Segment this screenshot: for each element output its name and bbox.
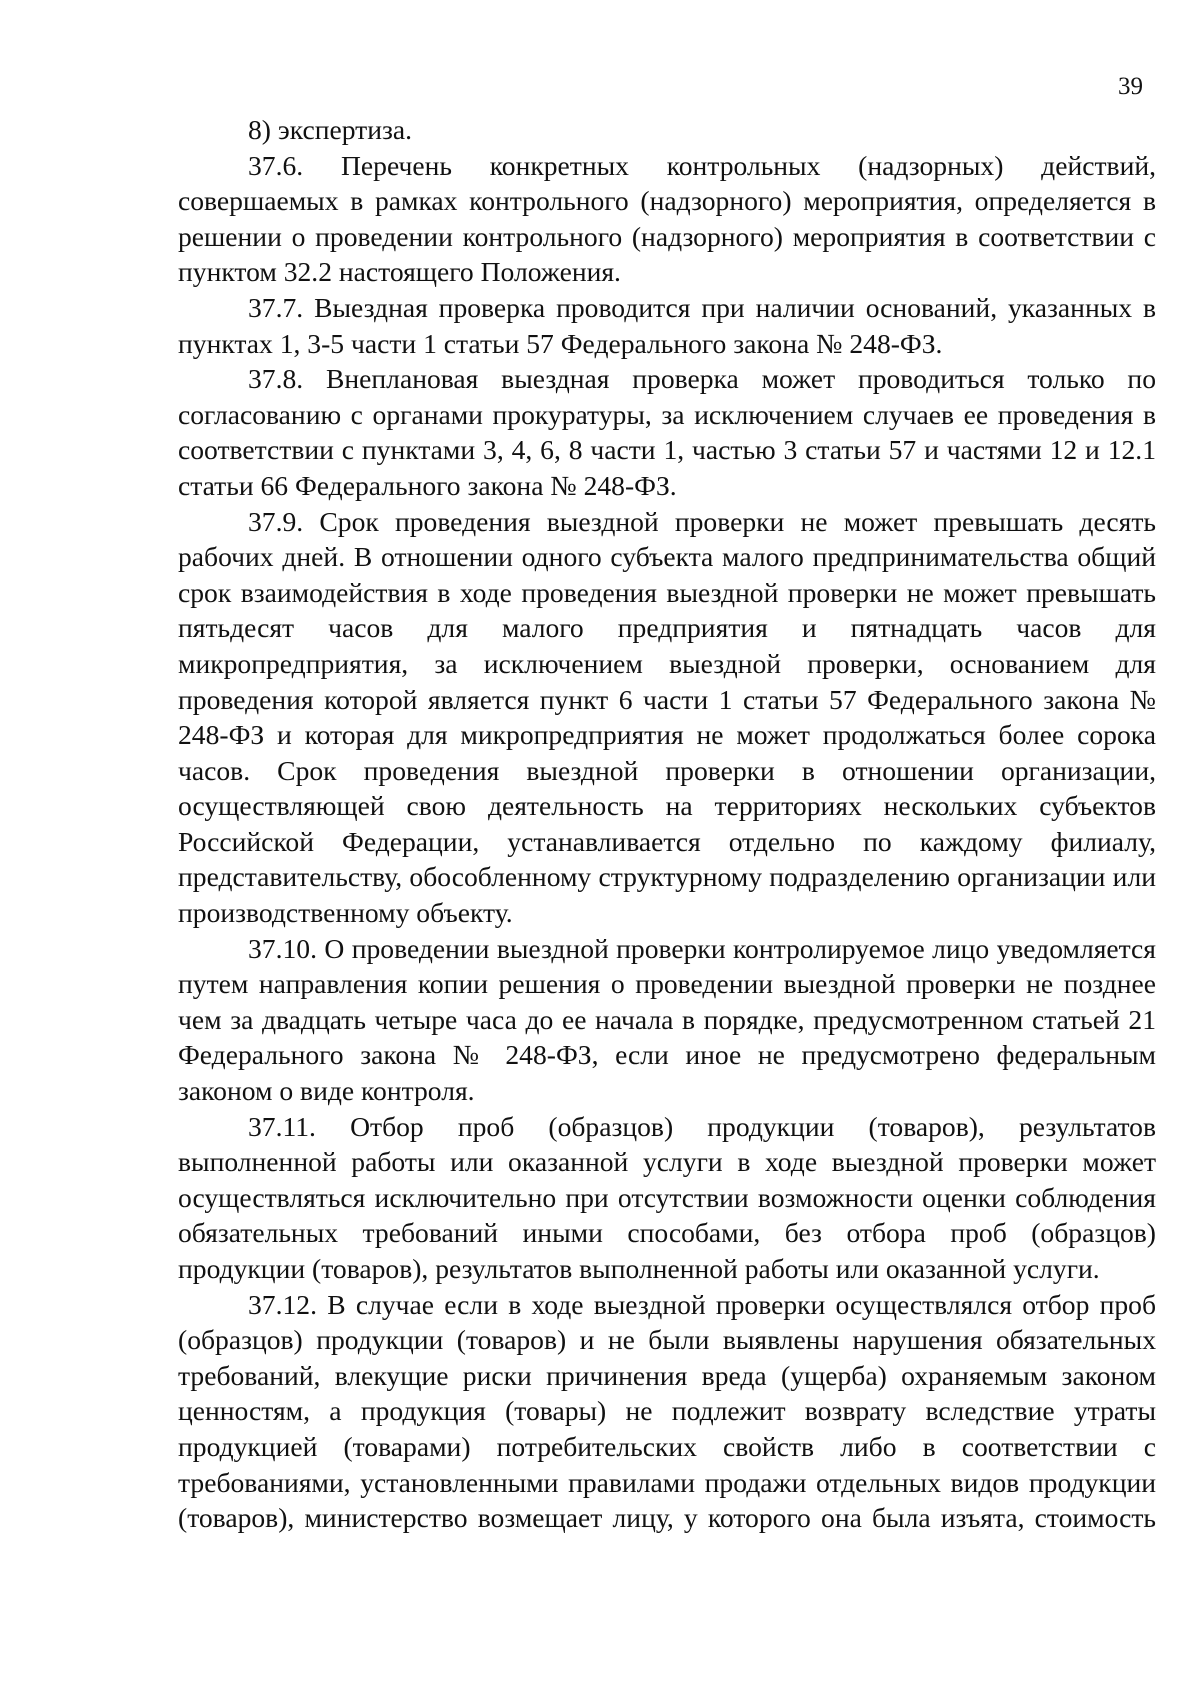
paragraph-37-12: 37.12. В случае если в ходе выездной проверки осуществлялся отбор проб (образцов) продукции (товаров) и не были выявлены нарушения обязательных требований, влекущие риски причинения вреда (ущерба) охраняемым законом ценностям, а продукция (товары) не подлежит возврату вследствие утраты продукцией (товарами) потребительских свойств либо в соответствии с требованиями, установленными правилами продажи отдельных видов продукции (товаров), министерство возмещает лицу, у которого она была изъята, стоимость: [178, 1288, 1156, 1534]
paragraph-37-6: 37.6. Перечень конкретных контрольных (надзорных) действий, совершаемых в рамках контрольного (надзорного) мероприятия, определяется в решении о проведении контрольного (надзорного) мероприятия в соответствии с пунктом 32.2 настоящего Положения.: [178, 149, 1156, 288]
paragraph-37-11: 37.11. Отбор проб (образцов) продукции (товаров), результатов выполненной работы или оказанной услуги в ходе выездной проверки может осуществляться исключительно при отсутствии возможности оценки соблюдения обязательных требований иными способами, без отбора проб (образцов) продукции (товаров), результатов выполненной работы или оказанной услуги.: [178, 1110, 1156, 1284]
paragraph-item-8: 8) экспертиза.: [248, 114, 413, 145]
paragraph-37-7: 37.7. Выездная проверка проводится при наличии оснований, указанных в пунктах 1, 3-5 части 1 статьи 57 Федерального закона № 248-ФЗ.: [178, 291, 1156, 359]
document-body: [178, 112, 1156, 1536]
page-number: 39: [1118, 73, 1143, 100]
paragraph-37-10: 37.10. О проведении выездной проверки контролируемое лицо уведомляется путем направления копии решения о проведении выездной проверки не позднее чем за двадцать четыре часа до ее начала в порядке, предусмотренном статьей 21 Федерального закона № 248-ФЗ, если иное не предусмотрено федеральным законом о виде контроля.: [178, 932, 1156, 1107]
paragraph-37-9: 37.9. Срок проведения выездной проверки не может превышать десять рабочих дней. В отношении одного субъекта малого предпринимательства общий срок взаимодействия в ходе проведения выездной проверки не может превышать пятьдесят часов для малого предприятия и пятнадцать часов для микропредприятия, за исключением выездной проверки, основанием для проведения которой является пункт 6 части 1 статьи 57 Федерального закона № 248-ФЗ и которая для микропредприятия не может продолжаться более сорока часов. Срок проведения выездной проверки в отношении организации, осуществляющей свою деятельность на территориях нескольких субъектов Российской Федерации, устанавливается отдельно по каждому филиалу, представительству, обособленному структурному подразделению организации или производственному объекту.: [178, 505, 1156, 929]
paragraph-37-8: 37.8. Внеплановая выездная проверка может проводиться только по согласованию с органами прокуратуры, за исключением случаев ее проведения в соответствии с пунктами 3, 4, 6, 8 части 1, частью 3 статьи 57 и частями 12 и 12.1 статьи 66 Федерального закона № 248-ФЗ.: [178, 363, 1156, 501]
